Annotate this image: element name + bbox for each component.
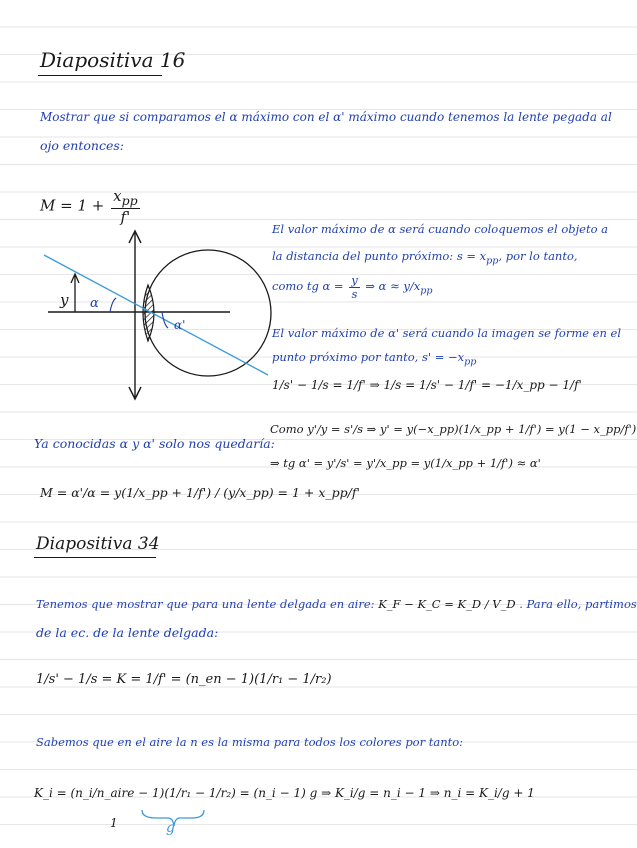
max-alpha-text-1: El valor máximo de α será cuando coloquemos el objeto a [272, 222, 609, 236]
alpha-approx-sub: pp [420, 285, 433, 297]
max-alpha-prime-text-2a: punto próximo por tanto, s' = −x [272, 350, 465, 364]
slide34-title-underline [34, 557, 156, 558]
thin-lens-derivation: 1/s' − 1/s = 1/f' ⇒ 1/s = 1/s' − 1/f' = −1/x_pp − 1/f' [272, 378, 582, 392]
slide34-intro-line2: de la ec. de la lente delgada: [36, 625, 219, 640]
max-alpha-prime-text-2-sub: pp [464, 356, 477, 368]
max-alpha-text-2a: la distancia del punto próximo: s = x [272, 249, 487, 263]
max-alpha-prime-text-1: El valor máximo de α' será cuando la imagen se forme en el [272, 326, 622, 340]
slide34-intro-1b: . Para ello, partimos [519, 597, 637, 611]
known-alphas-text: Ya conocidas α y α' solo nos quedaría: [34, 436, 275, 451]
slide34-intro-line1 [36, 597, 637, 611]
magnification-fraction [111, 188, 139, 225]
magnification-denominator: f' [120, 207, 131, 226]
alpha-approx: ⇒ α ≈ y/x [365, 279, 421, 294]
final-magnification: M = α'/α = y(1/x_pp + 1/f') / (y/x_pp) = 1 + x_pp/f' [40, 485, 360, 500]
magnification-formula [40, 188, 142, 225]
slide16-title-underline [38, 75, 162, 76]
label-y: y [60, 291, 69, 309]
underbrace-label-g: g [166, 820, 175, 836]
lens-eye-diagram [40, 225, 300, 405]
y-over-s: $\frac{y}{s}$ [351, 273, 358, 301]
slide34-title: Diapositiva 34 [36, 534, 160, 554]
como-derivation: Como y'/y = s'/s ⇒ y' = y(−x_pp)(1/x_pp + 1/f') = y(1 − x_pp/f') [270, 422, 637, 436]
tg-alpha-prime-derivation: ⇒ tg α' = y'/s' = y'/x_pp = y(1/x_pp + 1/f') ≈ α' [270, 456, 541, 470]
tg-alpha-lhs: como tg α = [272, 279, 344, 294]
subscript-one: 1 [110, 816, 118, 830]
slide16-title: Diapositiva 16 [40, 48, 186, 72]
dispersion-formula: K_F − K_C = K_D / V_D [378, 597, 516, 611]
alpha-arc [110, 298, 116, 312]
label-alpha-prime: α' [174, 318, 186, 332]
magnification-lhs: M = 1 + [40, 196, 105, 215]
thin-lens-equation: 1/s' − 1/s = K = 1/f' = (n_en − 1)(1/r₁ − 1/r₂) [36, 672, 332, 687]
max-alpha-text-2b: , por lo tanto, [498, 249, 578, 263]
max-alpha-text-2-sub: pp [486, 255, 499, 267]
max-alpha-text-3 [272, 274, 433, 300]
ki-equation: K_i = (n_i/n_aire − 1)(1/r₁ − 1/r₂) = (n_i − 1) g ⇒ K_i/g = n_i − 1 ⇒ n_i = K_i/g + 1 [34, 786, 535, 800]
max-alpha-prime-text-2 [272, 350, 476, 367]
eye-circle [145, 250, 271, 376]
max-alpha-text-2 [272, 249, 578, 266]
slide16-intro-line1: Mostrar que si comparamos el α máximo con el α' máximo cuando tenemos la lente pegada al [40, 110, 612, 124]
label-alpha: α [90, 296, 99, 311]
magnification-numerator: x [113, 187, 122, 205]
light-ray [44, 255, 268, 375]
same-index-text: Sabemos que en el aire la n es la misma para todos los colores por tanto: [36, 735, 464, 749]
slide16-intro-line2: ojo entonces: [40, 138, 124, 153]
slide34-intro-1a: Tenemos que mostrar que para una lente delgada en aire: [36, 597, 375, 611]
magnification-numerator-sub: pp [121, 193, 138, 208]
